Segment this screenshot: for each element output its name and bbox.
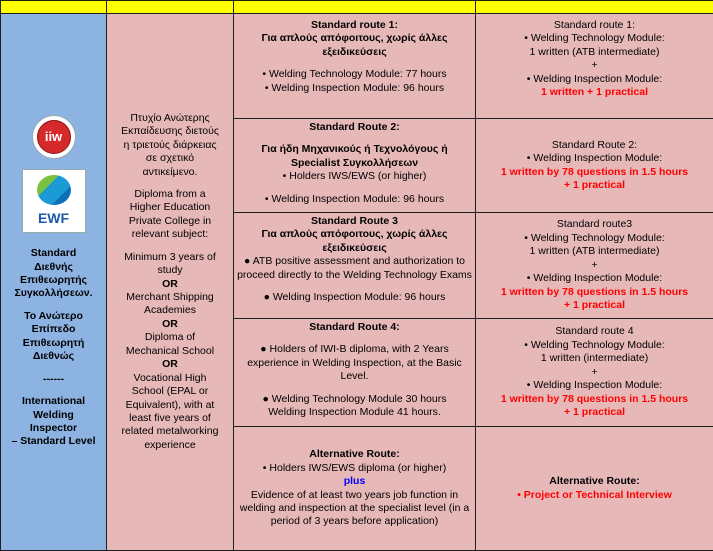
header-cell-3 xyxy=(234,1,476,14)
requirement-line: Equivalent), with at xyxy=(125,398,215,411)
route-title: Standard Route 2: xyxy=(309,121,400,133)
requirement-line: Πτυχίο Ανώτερης xyxy=(130,111,210,124)
title-line: Επίπεδο xyxy=(31,323,76,336)
route-2-exam-cell xyxy=(476,119,713,213)
qualification-title-cell xyxy=(1,14,107,551)
exam-detail: 1 written (intermediate) xyxy=(540,352,649,365)
title-line: Διεθνής xyxy=(34,260,73,273)
route-row-1 xyxy=(1,14,713,119)
requirement-line: least five years of xyxy=(129,411,211,424)
title-line: ------ xyxy=(43,372,64,385)
route-3-training-cell xyxy=(234,213,476,319)
requirement-line: Higher Education xyxy=(129,201,211,214)
requirement-line: Merchant Shipping xyxy=(126,291,214,303)
route-requirement: Evidence of at least two years job function in welding and inspection at the specialist level (in a period of 3 years before application) xyxy=(239,488,470,528)
requirement-line: related metalworking xyxy=(121,425,219,438)
exam-module: • Welding Inspection Module: xyxy=(526,152,663,165)
requirement-line: Diploma from a xyxy=(134,187,206,200)
iiw-logo: iiw xyxy=(32,115,76,159)
module-hours: • Welding Inspection Module: 96 hours xyxy=(264,192,445,205)
requirement-line: Private College in xyxy=(128,214,212,227)
requirement-line: School (EPAL or xyxy=(131,385,209,398)
requirement-line: experience xyxy=(144,438,196,451)
entry-requirements-cell xyxy=(107,14,234,551)
module-hours: Welding Inspection Module 41 hours. xyxy=(268,406,441,419)
route-title: Standard Route 4: xyxy=(309,321,400,333)
exam-detail: 1 written (ATB intermediate) xyxy=(529,45,660,58)
route-requirement: ● Holders of IWI-B diploma, with 2 Years experience in Welding Inspection, at the Basic Level. xyxy=(247,343,462,383)
header-cell-4 xyxy=(476,1,713,14)
route-3-exam-cell xyxy=(476,213,713,319)
requirement-line: αντικείμενο. xyxy=(142,165,198,178)
exam-requirement: 1 written by 78 questions in 1.5 hours xyxy=(500,165,689,178)
requirement-line: relevant subject: xyxy=(131,228,209,241)
title-line: Standard xyxy=(30,247,77,260)
exam-requirement: + 1 practical xyxy=(564,299,625,312)
or-separator: OR xyxy=(162,358,178,371)
header-cell-1 xyxy=(1,1,107,14)
route-title: Standard route 1: xyxy=(553,19,636,31)
route-2-training-cell xyxy=(234,119,476,213)
title-line: Επιθεωρητής xyxy=(20,274,87,287)
title-line: Το Ανώτερο xyxy=(24,309,83,322)
requirement-line: Εκπαίδευσης διετούς xyxy=(121,125,219,138)
exam-requirement: 1 written by 78 questions in 1.5 hours xyxy=(500,392,689,405)
route-1-training-cell xyxy=(234,14,476,119)
requirement-line: σε σχετικό xyxy=(145,152,195,165)
header-cell-2 xyxy=(107,1,234,14)
route-subtitle: Για ήδη Μηχανικούς ή Τεχνολόγους ή Specialist Συγκολλήσεων xyxy=(261,143,448,169)
exam-module: • Welding Inspection Module: xyxy=(526,272,663,285)
alternative-route-exam-cell xyxy=(476,427,713,551)
plus-sign: + xyxy=(591,258,598,271)
plus-sign: + xyxy=(591,59,598,72)
route-title: Standard Route 2: xyxy=(551,138,638,151)
route-4-exam-cell xyxy=(476,319,713,427)
exam-module: • Welding Technology Module: xyxy=(524,231,665,244)
requirement-line: Diploma of xyxy=(144,331,196,344)
route-title: Standard route 1: xyxy=(311,19,398,31)
route-1-exam-cell xyxy=(476,14,713,119)
requirement-line: Minimum 3 years of xyxy=(124,250,216,263)
title-line: Συγκολλήσεων. xyxy=(14,287,93,300)
requirement-line: Vocational High xyxy=(133,371,207,384)
requirement-line: study xyxy=(157,264,183,277)
exam-module: • Welding Inspection Module: xyxy=(526,379,663,392)
requirement-line: Academies xyxy=(144,304,196,317)
route-title: Standard route3 xyxy=(556,218,633,231)
plus-word: plus xyxy=(343,475,366,488)
ewf-logo: EWF xyxy=(22,169,86,233)
module-hours: • Welding Technology Module: 77 hours xyxy=(262,68,447,81)
title-line: – Standard Level xyxy=(11,435,96,448)
route-4-training-cell xyxy=(234,319,476,427)
route-title: Alternative Route: xyxy=(309,448,400,461)
or-separator: OR xyxy=(162,317,178,330)
exam-requirement: 1 written by 78 questions in 1.5 hours xyxy=(500,285,689,298)
title-line: Επιθεωρητή xyxy=(22,336,85,349)
or-separator: OR xyxy=(162,277,178,290)
exam-detail: 1 written (ATB intermediate) xyxy=(529,245,660,258)
module-hours: ● Welding Inspection Module: 96 hours xyxy=(263,291,446,304)
title-line: Welding xyxy=(33,408,74,421)
title-line: Inspector xyxy=(29,421,78,434)
route-subtitle: Για απλούς απόφοιτους, χωρίς άλλες εξειδικεύσεις xyxy=(261,32,448,58)
exam-module: • Welding Inspection Module: xyxy=(526,72,663,85)
exam-module: • Welding Technology Module: xyxy=(524,338,665,351)
route-requirement: • Holders IWS/EWS (or higher) xyxy=(282,170,427,183)
route-subtitle: Για απλούς απόφοιτους, χωρίς άλλες εξειδικεύσεις xyxy=(261,228,448,254)
title-line: International xyxy=(21,395,85,408)
module-hours: ● Welding Technology Module 30 hours xyxy=(262,392,447,405)
route-title: Alternative Route: xyxy=(549,475,640,488)
alternative-route-training-cell xyxy=(234,427,476,551)
exam-requirement: • Project or Technical Interview xyxy=(517,488,672,501)
exam-requirement: + 1 practical xyxy=(564,406,625,419)
exam-requirement: + 1 practical xyxy=(564,178,625,191)
header-row xyxy=(1,1,713,14)
exam-module: • Welding Technology Module: xyxy=(524,32,665,45)
exam-requirement: 1 written + 1 practical xyxy=(540,86,649,99)
route-requirement: • Holders IWS/EWS diploma (or higher) xyxy=(262,461,447,474)
module-hours: • Welding Inspection Module: 96 hours xyxy=(264,81,445,94)
route-title: Standard route 4 xyxy=(555,325,634,338)
requirement-line: Mechanical School xyxy=(125,344,215,357)
title-line: Διεθνώς xyxy=(32,350,75,363)
route-requirement: ● ATB positive assessment and authorization to proceed directly to the Welding Technology Exams xyxy=(237,255,472,281)
plus-sign: + xyxy=(591,365,598,378)
route-title: Standard Route 3 xyxy=(311,215,398,227)
requirement-line: η τριετούς διάρκειας xyxy=(123,138,217,151)
